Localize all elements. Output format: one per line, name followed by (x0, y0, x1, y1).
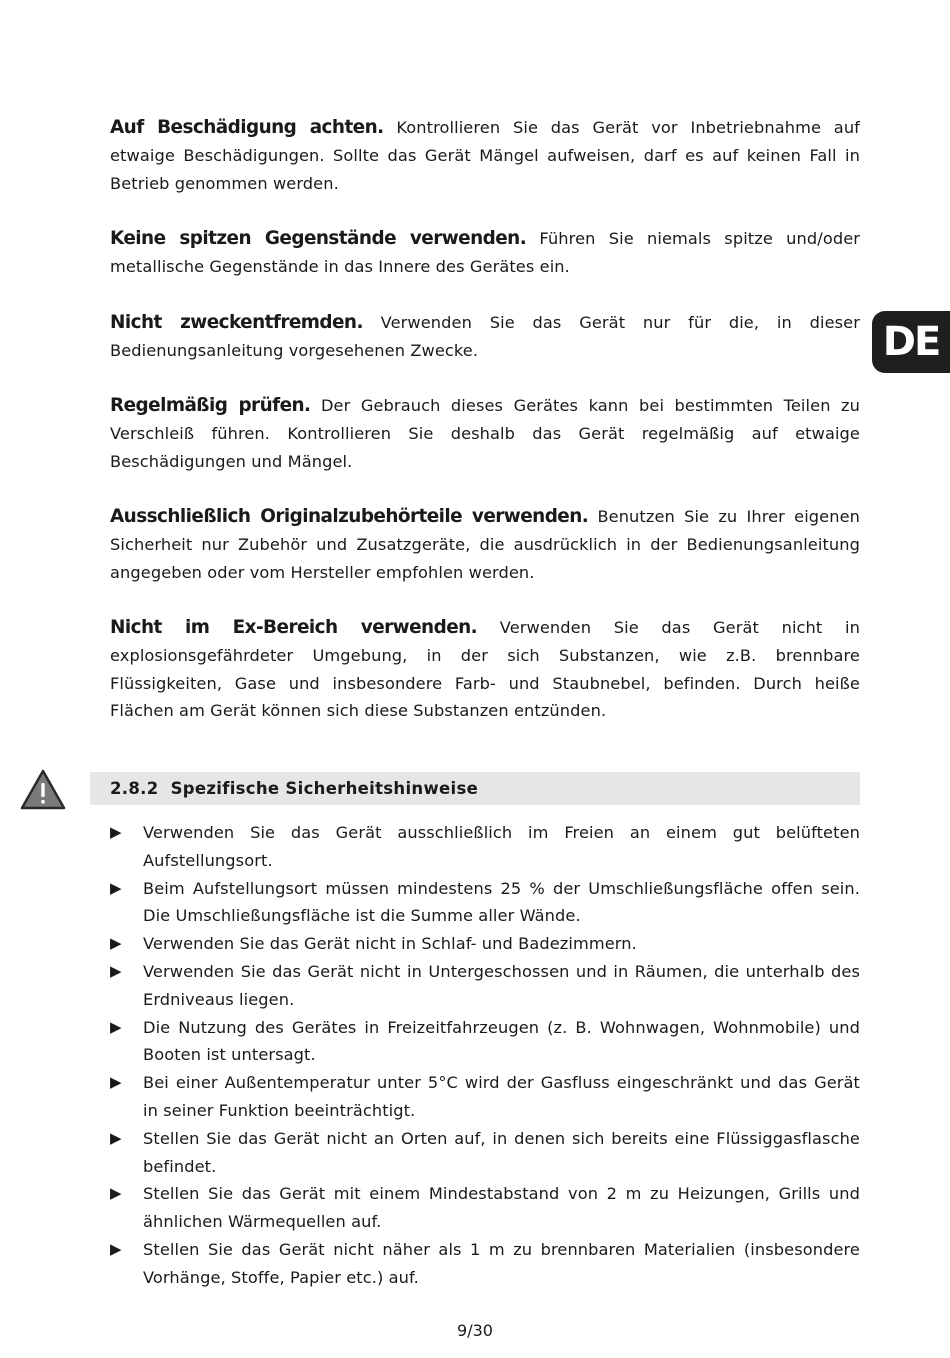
list-item (110, 875, 860, 931)
list-item (110, 930, 860, 958)
bullet-arrow-icon: ▶ (110, 934, 122, 953)
paragraph-explosive-area (110, 614, 860, 725)
paragraph-lead: Nicht zweckentfremden. (110, 312, 363, 333)
list-item-text: Stellen Sie das Gerät mit einem Mindestabstand von 2 m zu Heizungen, Grills und ähnlichen Wärmequellen auf. (143, 1184, 860, 1232)
list-item (110, 958, 860, 1014)
paragraph-damage-check (110, 114, 860, 197)
list-item-text: Stellen Sie das Gerät nicht an Orten auf, in denen sich bereits eine Flüssiggasflasche befindet. (143, 1128, 860, 1176)
list-item (110, 819, 860, 875)
list-item (110, 1069, 860, 1125)
paragraph-lead: Auf Beschädigung achten. (110, 117, 384, 138)
paragraph-text: Kontrollieren Sie das Gerät vor Inbetriebnahme auf etwaige Beschädigungen. Sollte das Gerät Mängel aufweisen, darf es auf keinen Fall in Betrieb genommen werden. (110, 118, 860, 193)
bullet-arrow-icon: ▶ (110, 1017, 122, 1036)
paragraph-lead: Keine spitzen Gegenstände verwenden. (110, 228, 527, 249)
list-item-text: Stellen Sie das Gerät nicht näher als 1 m zu brennbaren Materialien (insbesondere Vorhänge, Stoffe, Papier etc.) auf. (143, 1239, 860, 1287)
paragraph-text: Führen Sie niemals spitze und/oder metallische Gegenstände in das Innere des Gerätes ein. (110, 229, 861, 276)
list-item (110, 1180, 860, 1236)
bullet-arrow-icon: ▶ (110, 1239, 122, 1258)
bullet-arrow-icon: ▶ (110, 878, 122, 897)
list-item-text: Verwenden Sie das Gerät nicht in Untergeschossen und in Räumen, die unterhalb des Erdniveaus liegen. (143, 961, 860, 1009)
list-item-text: Die Nutzung des Gerätes in Freizeitfahrzeugen (z. B. Wohnwagen, Wohnmobile) und Booten ist untersagt. (143, 1017, 860, 1065)
list-item-text: Verwenden Sie das Gerät ausschließlich im Freien an einem gut belüfteten Aufstellungsort. (143, 823, 860, 870)
bullet-arrow-icon: ▶ (110, 1073, 122, 1092)
paragraph-text: Verwenden Sie das Gerät nur für die, in dieser Bedienungsanleitung vorgesehenen Zwecke. (110, 313, 860, 360)
page-number: 9/30 (457, 1321, 493, 1340)
paragraph-text: Der Gebrauch dieses Gerätes kann bei bestimmten Teilen zu Verschleiß führen. Kontrollieren Sie deshalb das Gerät regelmäßig auf etwaige Beschädigungen und Mängel. (110, 396, 861, 471)
section-title: 2.8.2 Spezifische Sicherheitshinweise (110, 779, 479, 798)
bullet-arrow-icon: ▶ (110, 823, 122, 841)
bullet-arrow-icon: ▶ (110, 1184, 122, 1203)
paragraph-lead: Nicht im Ex-Bereich verwenden. (110, 617, 478, 638)
language-tab: DE (872, 311, 950, 373)
list-item-text: Beim Aufstellungsort müssen mindestens 25 % der Umschließungsfläche offen sein. Die Umschließungsfläche ist die Summe aller Wände. (143, 878, 860, 926)
paragraph-no-sharp-objects (110, 225, 860, 281)
bullet-arrow-icon: ▶ (110, 961, 122, 980)
list-item (110, 1236, 860, 1292)
paragraph-lead: Regelmäßig prüfen. (110, 395, 311, 416)
paragraph-text: Benutzen Sie zu Ihrer eigenen Sicherheit nur Zubehör und Zusatzgeräte, die ausdrücklich in der Bedienungsanleitung angegeben oder vom Hersteller empfohlen werden. (110, 507, 861, 582)
list-item (110, 1014, 860, 1070)
list-item-text: Bei einer Außentemperatur unter 5°C wird der Gasfluss eingeschränkt und das Gerät in seiner Funktion beeinträchtigt. (143, 1073, 860, 1120)
paragraph-lead: Ausschließlich Originalzubehörteile verwenden. (110, 506, 589, 527)
paragraph-regular-inspection (110, 392, 860, 475)
section-header (90, 772, 860, 805)
bullet-arrow-icon: ▶ (110, 1128, 122, 1147)
safety-bullet-list (110, 819, 860, 1292)
paragraph-text: Verwenden Sie das Gerät nicht in explosionsgefährdeter Umgebung, in der sich Substanzen, wie z.B. brennbare Flüssigkeiten, Gase und insbesondere Farb- und Staubnebel, befinden. Durch heiße Flächen am Gerät können sich diese Substanzen entzünden. (110, 618, 860, 721)
list-item-text: Verwenden Sie das Gerät nicht in Schlaf- und Badezimmern. (143, 934, 637, 954)
paragraph-original-accessories (110, 503, 860, 586)
warning-triangle-icon (20, 769, 66, 810)
list-item (110, 1125, 860, 1181)
paragraph-intended-use (110, 309, 860, 365)
